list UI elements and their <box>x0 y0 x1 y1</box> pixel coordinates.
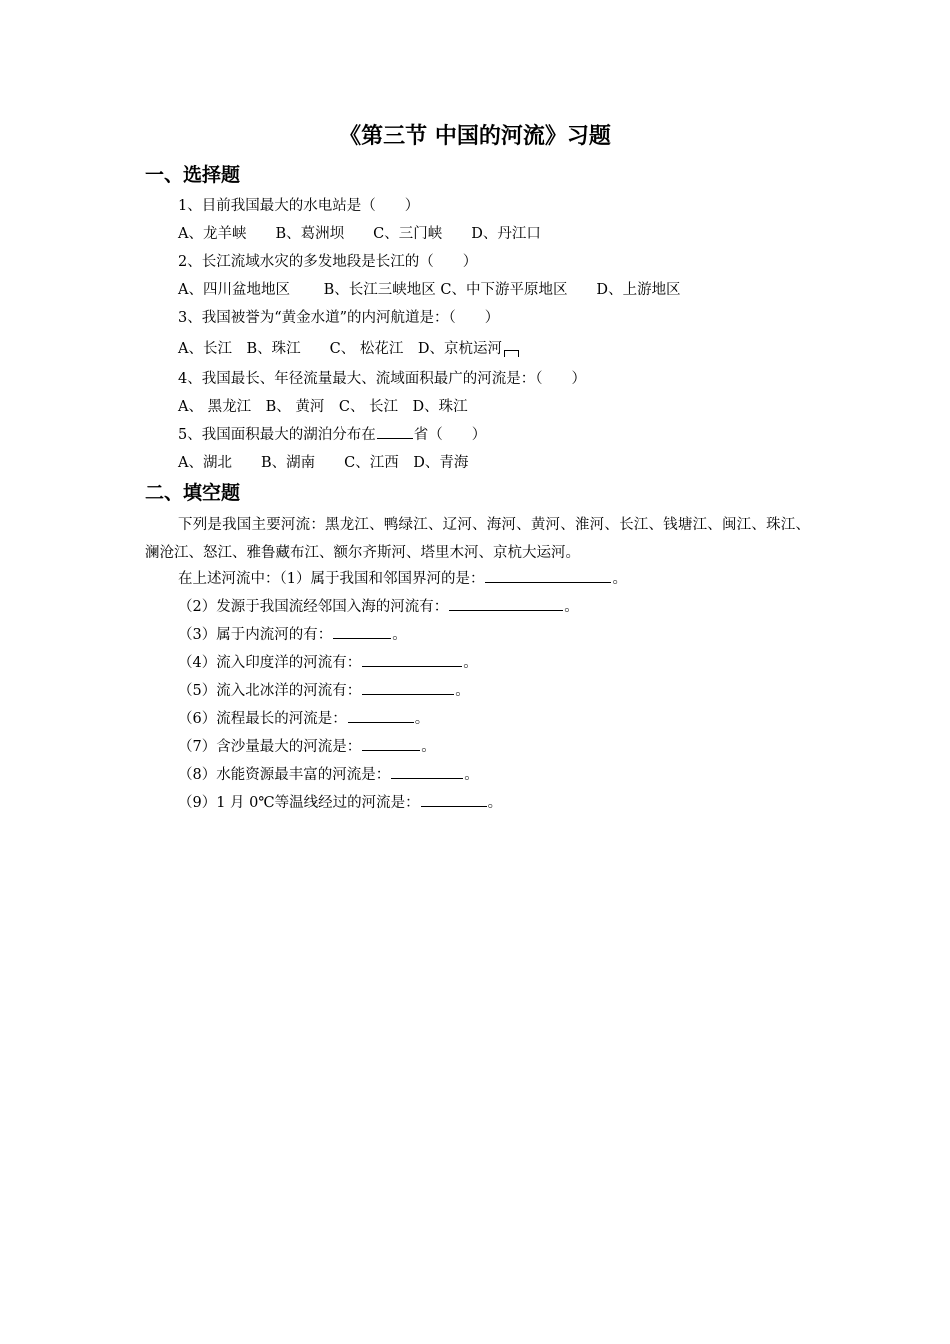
question-1-options: A、龙羊峡 B、葛洲坝 C、三门峡 D、丹江口 <box>178 226 541 242</box>
fill-item-1-end: 。 <box>612 571 627 587</box>
fill-item-5-text: （5）流入北冰洋的河流有： <box>178 683 362 699</box>
fill-item-2 <box>178 595 579 619</box>
fill-item-1-text: 在上述河流中：（1）属于我国和邻国界河的是： <box>178 571 485 587</box>
fill-item-1-blank[interactable] <box>485 567 611 583</box>
fill-item-4-text: （4）流入印度洋的河流有： <box>178 655 362 671</box>
question-3-stem: 3、我国被誉为“黄金水道”的内河航道是：（ ） <box>178 310 500 326</box>
question-5-stem-before: 5、我国面积最大的湖泊分布在 <box>178 427 376 443</box>
fill-item-2-text: （2）发源于我国流经邻国入海的河流有： <box>178 599 449 615</box>
fill-item-3 <box>178 623 407 647</box>
fill-item-8 <box>178 763 479 787</box>
question-5-stem <box>178 423 486 447</box>
fill-item-7 <box>178 735 436 759</box>
fill-item-9-text: （9）1 月 0℃等温线经过的河流是： <box>178 795 420 811</box>
fill-item-4 <box>178 651 478 675</box>
fill-item-6 <box>178 707 429 731</box>
fill-item-3-text: （3）属于内流河的有： <box>178 627 333 643</box>
fill-item-9-blank[interactable] <box>421 791 487 807</box>
question-3-options: A、长江 B、珠江 C、 松花江 D、京杭运河 <box>178 341 502 357</box>
question-2-stem: 2、长江流域水灾的多发地段是长江的（ ） <box>178 254 478 270</box>
fill-item-1 <box>178 567 627 591</box>
section-heading-fill: 二、填空题 <box>145 482 241 504</box>
fill-item-4-end: 。 <box>463 655 478 671</box>
fill-item-2-end: 。 <box>564 599 579 615</box>
fill-item-5-end: 。 <box>455 683 470 699</box>
fill-intro-paragraph: 下列是我国主要河流：黑龙江、鸭绿江、辽河、海河、黄河、淮河、长江、钱塘江、闽江、珠江、澜沧江、怒江、雅鲁藏布江、额尔齐斯河、塔里木河、京杭大运河。 <box>145 517 810 561</box>
fill-item-7-blank[interactable] <box>362 735 420 751</box>
fill-item-6-blank[interactable] <box>348 707 414 723</box>
fill-item-8-blank[interactable] <box>391 763 463 779</box>
fill-item-3-end: 。 <box>392 627 407 643</box>
bracket-mark-icon <box>504 350 519 357</box>
question-3-options-line <box>178 337 519 361</box>
fill-item-8-end: 。 <box>464 767 479 783</box>
fill-item-2-blank[interactable] <box>449 595 563 611</box>
question-5-blank[interactable] <box>377 423 413 439</box>
question-4-stem: 4、我国最长、年径流量最大、流域面积最广的河流是：（ ） <box>178 371 586 387</box>
question-5-options: A、湖北 B、湖南 C、江西 D、青海 <box>178 455 469 471</box>
section-heading-choice: 一、选择题 <box>145 164 241 186</box>
fill-item-7-end: 。 <box>421 739 436 755</box>
fill-item-9-end: 。 <box>487 795 503 811</box>
fill-item-6-text: （6）流程最长的河流是： <box>178 711 347 727</box>
fill-item-4-blank[interactable] <box>362 651 462 667</box>
fill-item-6-end: 。 <box>414 711 430 727</box>
fill-item-9 <box>178 791 502 815</box>
question-5-stem-after: 省（ ） <box>413 427 487 443</box>
fill-item-5 <box>178 679 470 703</box>
question-1-stem: 1、目前我国最大的水电站是（ ） <box>178 198 420 214</box>
question-2-options: A、四川盆地地区 B、长江三峡地区 C、中下游平原地区 D、上游地区 <box>178 282 681 298</box>
question-4-options: A、 黑龙江 B、 黄河 C、 长江 D、珠江 <box>178 399 468 415</box>
fill-item-8-text: （8）水能资源最丰富的河流是： <box>178 767 391 783</box>
fill-item-5-blank[interactable] <box>362 679 454 695</box>
fill-item-3-blank[interactable] <box>333 623 391 639</box>
fill-item-7-text: （7）含沙量最大的河流是： <box>178 739 362 755</box>
page-title: 《第三节 中国的河流》习题 <box>339 124 611 149</box>
